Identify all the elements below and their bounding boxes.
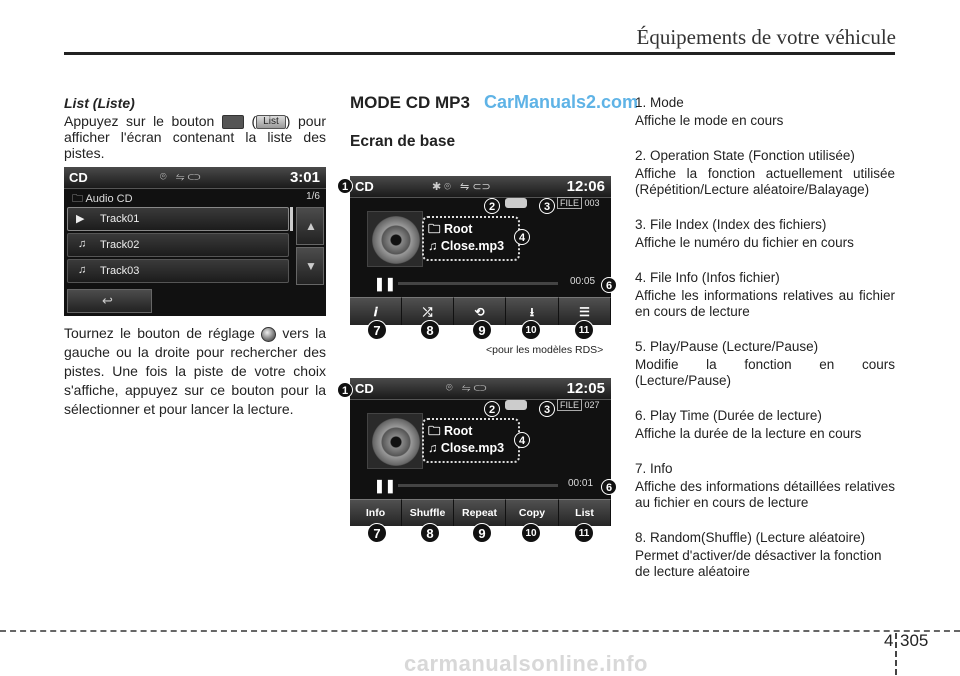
play-circle-icon: ▶ [76,213,85,225]
arrow-up-icon: ▲ [305,219,317,233]
folder-name: Root [444,222,473,236]
clock: 3:01 [289,169,320,186]
basic-screen-heading: Ecran de base [350,133,456,150]
track-item-2[interactable] [67,233,289,257]
back-arrow-icon: ↩ [102,293,113,308]
folder-name: Root [444,424,473,438]
album-art [367,211,423,267]
album-art [367,413,423,469]
legend-desc: Permet d'activer/de désactiver la fonction de lecture aléatoire [635,548,882,579]
tune-paragraph-end: vers la gauche ou la droite pour rechercher des pistes. Une fois la piste de votre choix s'affiche, appuyez sur ce bouton pour la sélectionner et pour lancer la lecture. [64,325,326,417]
shuffle-icon: ⤮ [422,305,433,319]
legend-desc: Affiche le numéro du fichier en cours [635,235,854,250]
list-button-label: List [256,115,286,129]
callout-10: 10 [521,320,541,340]
page-number-separator [895,633,897,675]
track-count: 1/6 [306,191,320,202]
mode-label: CD [69,170,88,185]
list-subheading: List (Liste) [64,95,135,111]
legend-title: 4. File Info (Infos fichier) [635,270,780,285]
music-note-icon: ♫ [428,441,438,455]
callout-3: 3 [539,198,555,214]
track-list-screen [64,167,326,316]
file-index [557,400,600,410]
legend-list [635,95,895,580]
list-button-icon [222,115,244,129]
header-rule [64,52,895,55]
callout-2: 2 [484,401,500,417]
page-header-title: Équipements de votre véhicule [636,25,896,49]
cd-disc-icon [372,418,420,466]
legend-title: 7. Info [635,461,673,476]
pause-icon[interactable]: ❚❚ [374,276,396,291]
copy-button[interactable]: Copy [506,499,559,526]
play-time: 00:01 [568,478,594,489]
cd-disc-icon [372,216,420,264]
progress-bar [398,484,558,487]
track-title: Track03 [100,265,140,277]
song-row [428,441,504,455]
callout-11: 11 [574,320,594,340]
file-index-value: 027 [584,400,600,410]
list-button[interactable]: List [559,499,611,526]
clock: 12:06 [566,178,605,195]
cd-mp3-screen-rds [350,176,611,325]
legend-title: 6. Play Time (Durée de lecture) [635,408,822,423]
clock: 12:05 [566,380,605,397]
legend-desc: Affiche des informations détaillées relatives au fichier en cours de lecture [635,479,895,510]
legend-title: 8. Random(Shuffle) (Lecture aléatoire) [635,530,866,545]
tune-paragraph [64,324,326,419]
legend-desc: Affiche la fonction actuellement utilisée (Répétition/Lecture aléatoire/Balayage) [635,166,895,197]
scroll-down-button[interactable] [296,247,324,285]
repeat-state-icon [505,400,527,410]
list-paragraph: Appuyez sur le bouton ( List ) pour afficher l'écran contenant la liste des pistes. [64,113,326,162]
music-note-icon: ♫ [78,264,87,276]
file-index [557,198,600,208]
cd-mp3-screen [350,378,611,526]
mode-label: CD [355,179,374,194]
back-button[interactable] [67,289,152,313]
info-button[interactable]: Info [350,499,402,526]
track-item-1[interactable] [67,207,289,231]
folder-icon: 🗀 [428,222,441,236]
pause-icon[interactable]: ❚❚ [374,478,396,493]
section-heading: MODE CD MP3 [350,93,470,112]
track-item-3[interactable] [67,259,289,283]
callout-8: 8 [420,523,440,543]
song-name: Close.mp3 [440,239,505,253]
folder-icon: 🗀 [428,424,441,438]
callout-1: 1 [337,382,353,398]
legend-title: 1. Mode [635,95,684,110]
folder-icon: 🗀 [72,193,83,205]
save-icon: ⭳ [529,305,535,319]
list-icon: ☰ [579,305,590,319]
list-paragraph-end: pour afficher l'écran contenant la liste des pistes. [64,113,326,162]
site-watermark: CarManuals2.com [484,92,639,112]
scroll-up-button[interactable] [296,207,324,245]
repeat-icon: ⟲ [474,305,485,319]
list-paragraph-start: Appuyez sur le bouton [64,113,215,129]
folder-name: Audio CD [85,193,133,205]
play-time: 00:05 [570,276,596,287]
repeat-button[interactable]: Repeat [454,499,506,526]
progress-bar [398,282,558,285]
callout-2: 2 [484,198,500,214]
track-title: Track01 [100,213,140,225]
legend-desc: Modifie la fonction en cours (Lecture/Pause) [635,357,895,388]
callout-7: 7 [367,320,387,340]
page-number: 305 [900,631,929,650]
legend-title: 2. Operation State (Fonction utilisée) [635,148,855,163]
legend-desc: Affiche la durée de la lecture en cours [635,426,862,441]
chapter-number: 4 [884,631,894,650]
file-index-value: 003 [584,198,600,208]
legend-title: 3. File Index (Index des fichiers) [635,217,827,232]
repeat-state-icon [505,198,527,208]
legend-desc: Affiche le mode en cours [635,113,784,128]
folder-row [428,220,472,241]
callout-6: 6 [601,479,617,495]
shuffle-button[interactable]: Shuffle [402,499,454,526]
legend-desc: Affiche les informations relatives au fichier en cours de lecture [635,288,895,319]
status-icons: ⌾ ⇋ ⊂⊃ [160,171,201,183]
callout-4: 4 [514,432,530,448]
mode-label: CD [355,381,374,396]
callout-10: 10 [521,523,541,543]
music-note-icon: ♫ [428,239,438,253]
scrollbar-thumb[interactable] [290,207,293,231]
status-icons: ⌾ ⇋ ⊂⊃ [446,382,487,394]
legend-title: 5. Play/Pause (Lecture/Pause) [635,339,819,354]
callout-6: 6 [601,277,617,293]
callout-3: 3 [539,401,555,417]
file-label: FILE [557,197,582,209]
file-label: FILE [557,399,582,411]
callout-9: 9 [472,523,492,543]
folder-row [428,422,472,443]
track-title: Track02 [100,239,140,251]
arrow-down-icon: ▼ [305,259,317,273]
callout-7: 7 [367,523,387,543]
tune-paragraph-start: Tournez le bouton de réglage [64,325,255,341]
callout-1: 1 [337,178,353,194]
status-icons: ✱ ⌾ ⇋ ⊂⊃ [432,181,491,193]
callout-4: 4 [514,229,530,245]
music-note-icon: ♫ [78,238,87,250]
callout-11: 11 [574,523,594,543]
rds-caption: <pour les modèles RDS> [486,344,604,356]
info-icon: 𝒊 [373,305,378,319]
song-name: Close.mp3 [440,441,505,455]
footer-rule [0,630,960,632]
song-row [428,239,504,253]
callout-8: 8 [420,320,440,340]
callout-9: 9 [472,320,492,340]
tune-knob-icon [261,327,276,342]
footer-watermark: carmanualsonline.info [404,651,648,676]
